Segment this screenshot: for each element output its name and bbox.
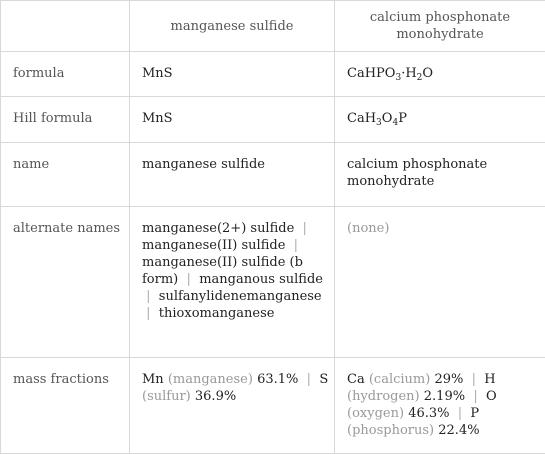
element-name: (oxygen) <box>347 406 404 421</box>
element-symbol: H <box>484 372 495 387</box>
alternate-names-calcium-phosphonate: (none) <box>335 207 545 358</box>
formula-part: O <box>422 66 433 81</box>
mass-fraction-value: 36.9% <box>195 389 236 404</box>
hill-formula-calcium-phosphonate <box>335 97 545 143</box>
formula-subscript: 2 <box>417 73 423 83</box>
element-name: (phosphorus) <box>347 423 434 438</box>
alternate-name: sulfanylidenemanganese <box>159 289 322 304</box>
separator: | <box>472 372 476 387</box>
formula-part: CaHPO <box>347 66 395 81</box>
alternate-names-manganese-sulfide <box>130 207 335 358</box>
element-symbol: Mn <box>142 372 164 387</box>
mass-fraction-value: 29% <box>434 372 463 387</box>
alternate-name: manganese(2+) sulfide <box>142 221 294 236</box>
formula-part: ·H <box>401 66 416 81</box>
mass-fraction-value: 46.3% <box>408 406 449 421</box>
name-calcium-phosphonate: calcium phosphonate monohydrate <box>335 143 545 207</box>
alternate-name: manganese(II) sulfide <box>142 238 285 253</box>
element-name: (calcium) <box>369 372 430 387</box>
element-name: (hydrogen) <box>347 389 420 404</box>
header-row <box>1 1 545 52</box>
mass-fractions-manganese-sulfide <box>130 358 335 454</box>
separator: | <box>146 289 150 304</box>
mass-fraction-value: 63.1% <box>257 372 298 387</box>
formula-part: CaH <box>347 111 376 126</box>
separator: | <box>307 372 311 387</box>
element-symbol: S <box>319 372 328 387</box>
alternate-name: thioxomanganese <box>159 306 275 321</box>
separator: | <box>458 406 462 421</box>
element-name: (manganese) <box>168 372 253 387</box>
formula-manganese-sulfide: MnS <box>130 52 335 97</box>
name-manganese-sulfide: manganese sulfide <box>130 143 335 207</box>
table-row-mass-fractions <box>1 358 545 454</box>
separator: | <box>187 272 191 287</box>
formula-part: O <box>382 111 393 126</box>
element-symbol: O <box>486 389 497 404</box>
mass-fractions-calcium-phosphonate <box>335 358 545 454</box>
row-label-alternate-names: alternate names <box>1 207 130 358</box>
column-header-calcium-phosphonate: calcium phosphonate monohydrate <box>335 1 545 52</box>
element-symbol: Ca <box>347 372 365 387</box>
row-label-name: name <box>1 143 130 207</box>
row-label-hill-formula: Hill formula <box>1 97 130 143</box>
formula-calcium-phosphonate <box>335 52 545 97</box>
table-row-alternate-names <box>1 207 545 358</box>
mass-fraction-value: 2.19% <box>424 389 465 404</box>
separator: | <box>303 221 307 236</box>
formula-subscript: 4 <box>392 118 398 128</box>
table-row-hill-formula <box>1 97 545 143</box>
column-header-manganese-sulfide: manganese sulfide <box>130 1 335 52</box>
mass-fraction-value: 22.4% <box>438 423 479 438</box>
alternate-name: manganous sulfide <box>199 272 323 287</box>
table-row-name <box>1 143 545 207</box>
separator: | <box>294 238 298 253</box>
row-label-mass-fractions: mass fractions <box>1 358 130 454</box>
separator: | <box>146 306 150 321</box>
element-name: (sulfur) <box>142 389 191 404</box>
corner-cell <box>1 1 130 52</box>
separator: | <box>473 389 477 404</box>
formula-part: P <box>398 111 407 126</box>
formula-subscript: 3 <box>376 118 382 128</box>
hill-formula-manganese-sulfide: MnS <box>130 97 335 143</box>
table-row-formula <box>1 52 545 97</box>
row-label-formula: formula <box>1 52 130 97</box>
element-symbol: P <box>470 406 479 421</box>
alternate-name: manganese(II) sulfide (b form) <box>142 255 303 287</box>
formula-subscript: 3 <box>395 73 401 83</box>
